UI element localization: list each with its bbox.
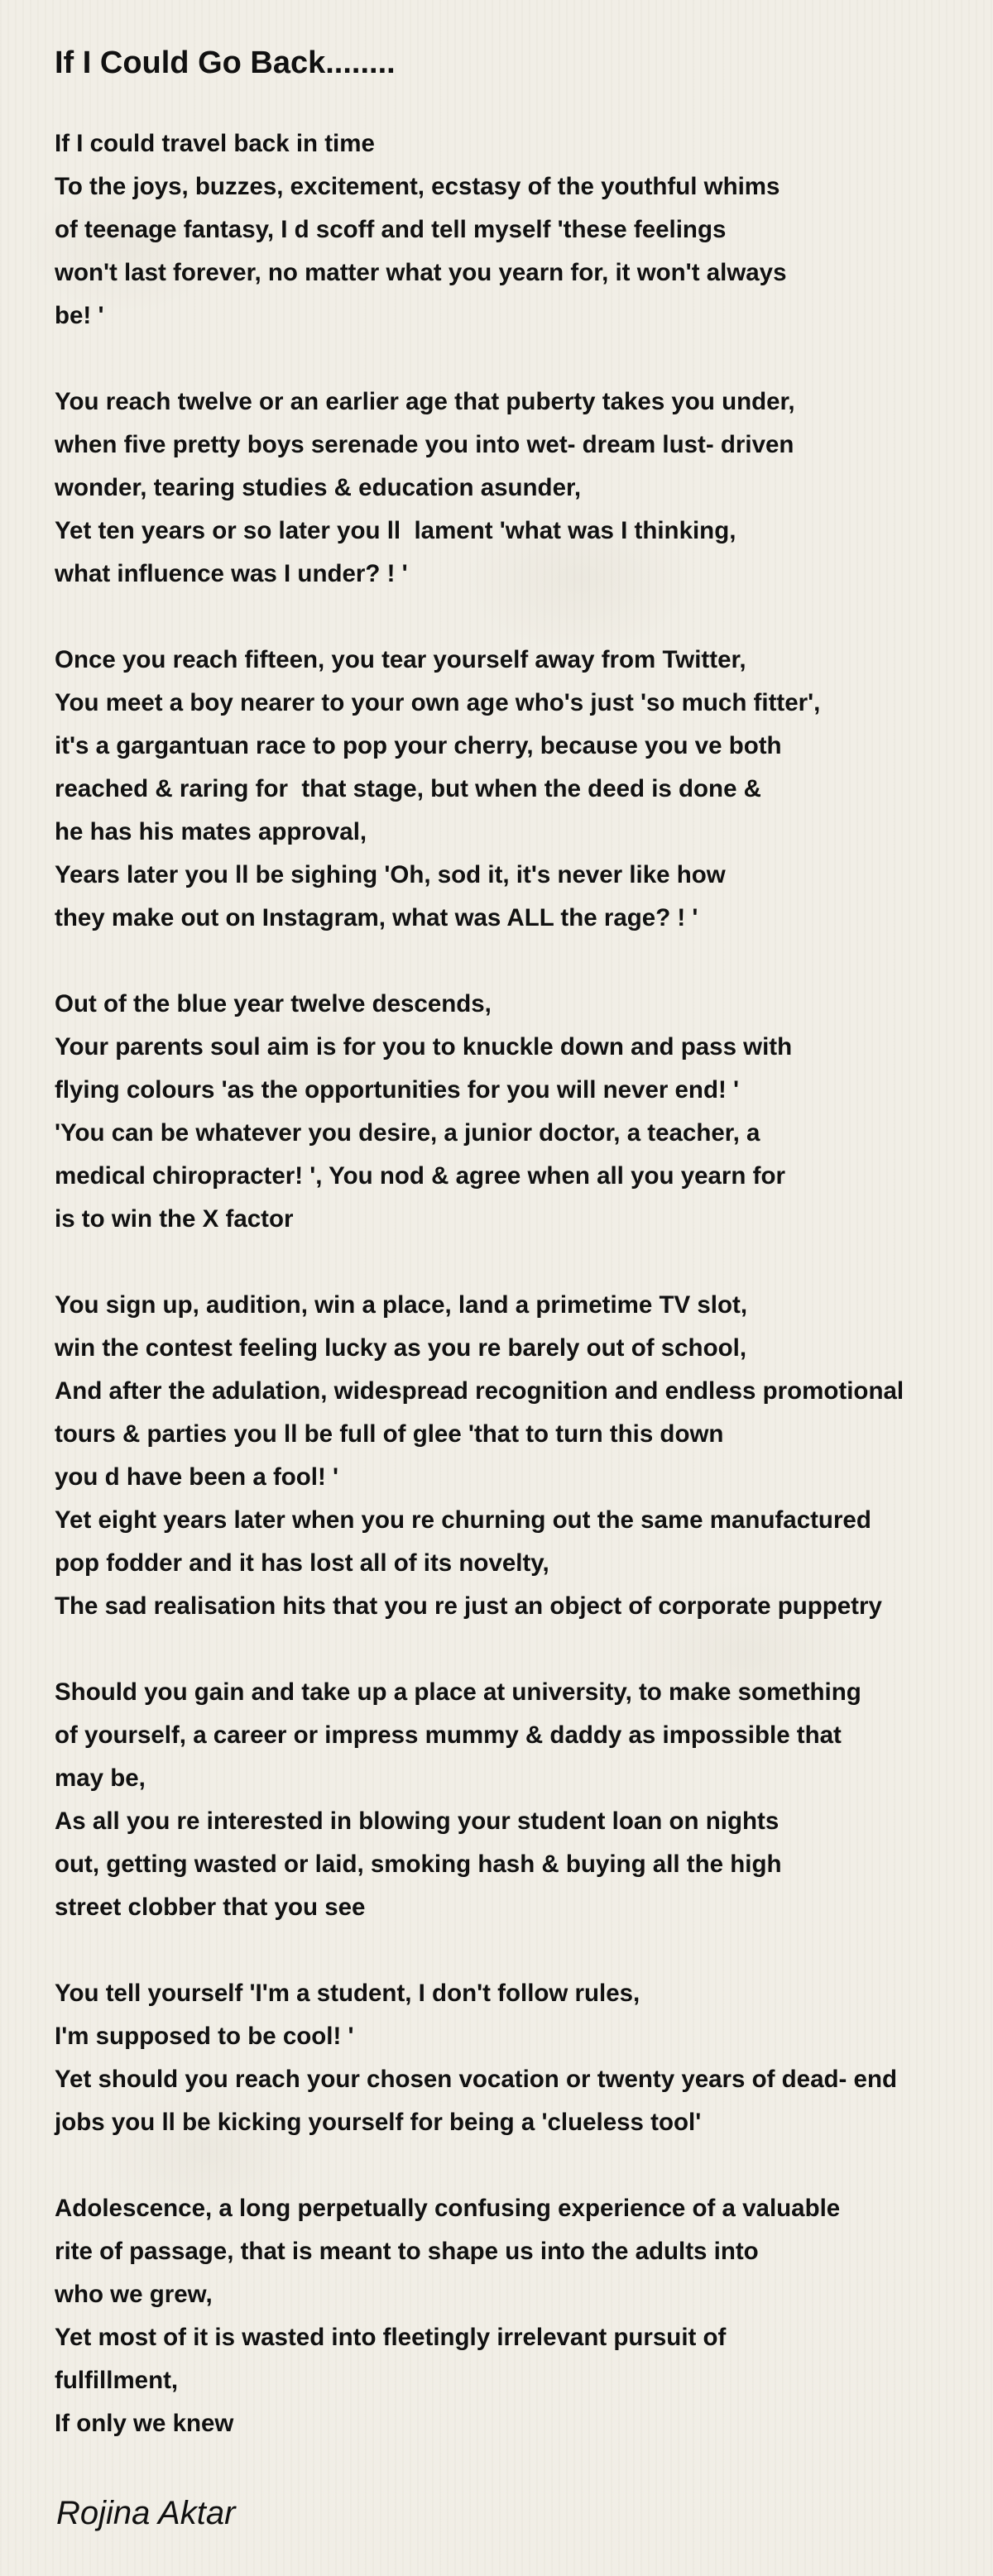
- poem-line: Years later you ll be sighing 'Oh, sod it, it's never like how: [55, 861, 726, 888]
- poem-line: And after the adulation, widespread recognition and endless promotional: [55, 1377, 904, 1405]
- poem-line: pop fodder and it has lost all of its novelty,: [55, 1549, 549, 1577]
- poem-line: street clobber that you see: [55, 1894, 366, 1921]
- poem-line: jobs you ll be kicking yourself for being a 'clueless tool': [55, 2109, 702, 2136]
- poem-line: tours & parties you ll be full of glee 'that to turn this down: [55, 1420, 724, 1448]
- poem-stanza: [55, 983, 990, 1241]
- poem-line: Yet most of it is wasted into fleetingly irrelevant pursuit of: [55, 2324, 727, 2351]
- poem-line: You tell yourself 'I'm a student, I don't follow rules,: [55, 1980, 640, 2007]
- poem-line: I'm supposed to be cool! ': [55, 2023, 354, 2050]
- poem-line: You reach twelve or an earlier age that puberty takes you under,: [55, 388, 795, 415]
- poem-stanza: [55, 122, 990, 338]
- poem-author: Rojina Aktar: [56, 2495, 236, 2531]
- poem-line: Should you gain and take up a place at university, to make something: [55, 1678, 861, 1706]
- poem-line: medical chiropracter! ', You nod & agree when all you yearn for: [55, 1162, 785, 1190]
- poem-stanza: [55, 1671, 990, 1929]
- poem-line: Out of the blue year twelve descends,: [55, 990, 492, 1017]
- poem-line: Yet should you reach your chosen vocation or twenty years of dead- end: [55, 2066, 897, 2093]
- poem-line: The sad realisation hits that you re just an object of corporate puppetry: [55, 1592, 882, 1620]
- poem-line: Yet eight years later when you re churning out the same manufactured: [55, 1506, 871, 1534]
- poem-line: fulfillment,: [55, 2367, 179, 2394]
- poem-line: when five pretty boys serenade you into wet- dream lust- driven: [55, 431, 794, 458]
- poem-line: he has his mates approval,: [55, 818, 367, 845]
- poem-line: If I could travel back in time: [55, 130, 375, 157]
- poem-line: 'You can be whatever you desire, a junior doctor, a teacher, a: [55, 1119, 760, 1147]
- poem-line: it's a gargantuan race to pop your cherry, because you ve both: [55, 732, 782, 759]
- poem-line: they make out on Instagram, what was ALL the rage? ! ': [55, 904, 698, 931]
- poem-line: Adolescence, a long perpetually confusing experience of a valuable: [55, 2195, 841, 2222]
- poem-line: may be,: [55, 1764, 146, 1792]
- poem-line: rite of passage, that is meant to shape us into the adults into: [55, 2238, 759, 2265]
- poem-body: [55, 122, 990, 2488]
- poem-title: If I Could Go Back........: [55, 45, 396, 80]
- poem-stanza: [55, 1972, 990, 2144]
- poem-line: won't last forever, no matter what you yearn for, it won't always: [55, 259, 787, 286]
- poem-line: As all you re interested in blowing your student loan on nights: [55, 1808, 780, 1835]
- poem-line: flying colours 'as the opportunities for you will never end! ': [55, 1076, 740, 1104]
- poem-line: reached & raring for that stage, but when the deed is done &: [55, 775, 761, 802]
- poem-line: To the joys, buzzes, excitement, ecstasy of the youthful whims: [55, 173, 780, 200]
- poem-line: out, getting wasted or laid, smoking hash & buying all the high: [55, 1851, 782, 1878]
- poem-stanza: [55, 1284, 990, 1628]
- poem-line: wonder, tearing studies & education asunder,: [55, 474, 582, 501]
- poem-line: of teenage fantasy, I d scoff and tell myself 'these feelings: [55, 216, 727, 243]
- poem-line: Yet ten years or so later you ll lament 'what was I thinking,: [55, 517, 736, 544]
- poem-line: If only we knew: [55, 2410, 234, 2437]
- poem-line: you d have been a fool! ': [55, 1463, 339, 1491]
- poem-line: You meet a boy nearer to your own age who's just 'so much fitter',: [55, 689, 821, 716]
- poem-stanza: [55, 2187, 990, 2445]
- poem-line: You sign up, audition, win a place, land a primetime TV slot,: [55, 1291, 748, 1319]
- poem-line: Your parents soul aim is for you to knuckle down and pass with: [55, 1033, 793, 1061]
- poem-line: be! ': [55, 302, 104, 329]
- poem-stanza: [55, 639, 990, 940]
- poem-line: what influence was I under? ! ': [55, 560, 408, 587]
- poem-line: win the contest feeling lucky as you re barely out of school,: [55, 1334, 747, 1362]
- poem-line: is to win the X factor: [55, 1205, 294, 1233]
- poem-line: Once you reach fifteen, you tear yourself away from Twitter,: [55, 646, 746, 673]
- poem-line: of yourself, a career or impress mummy & daddy as impossible that: [55, 1721, 842, 1749]
- poem-stanza: [55, 381, 990, 596]
- poem-line: who we grew,: [55, 2281, 213, 2308]
